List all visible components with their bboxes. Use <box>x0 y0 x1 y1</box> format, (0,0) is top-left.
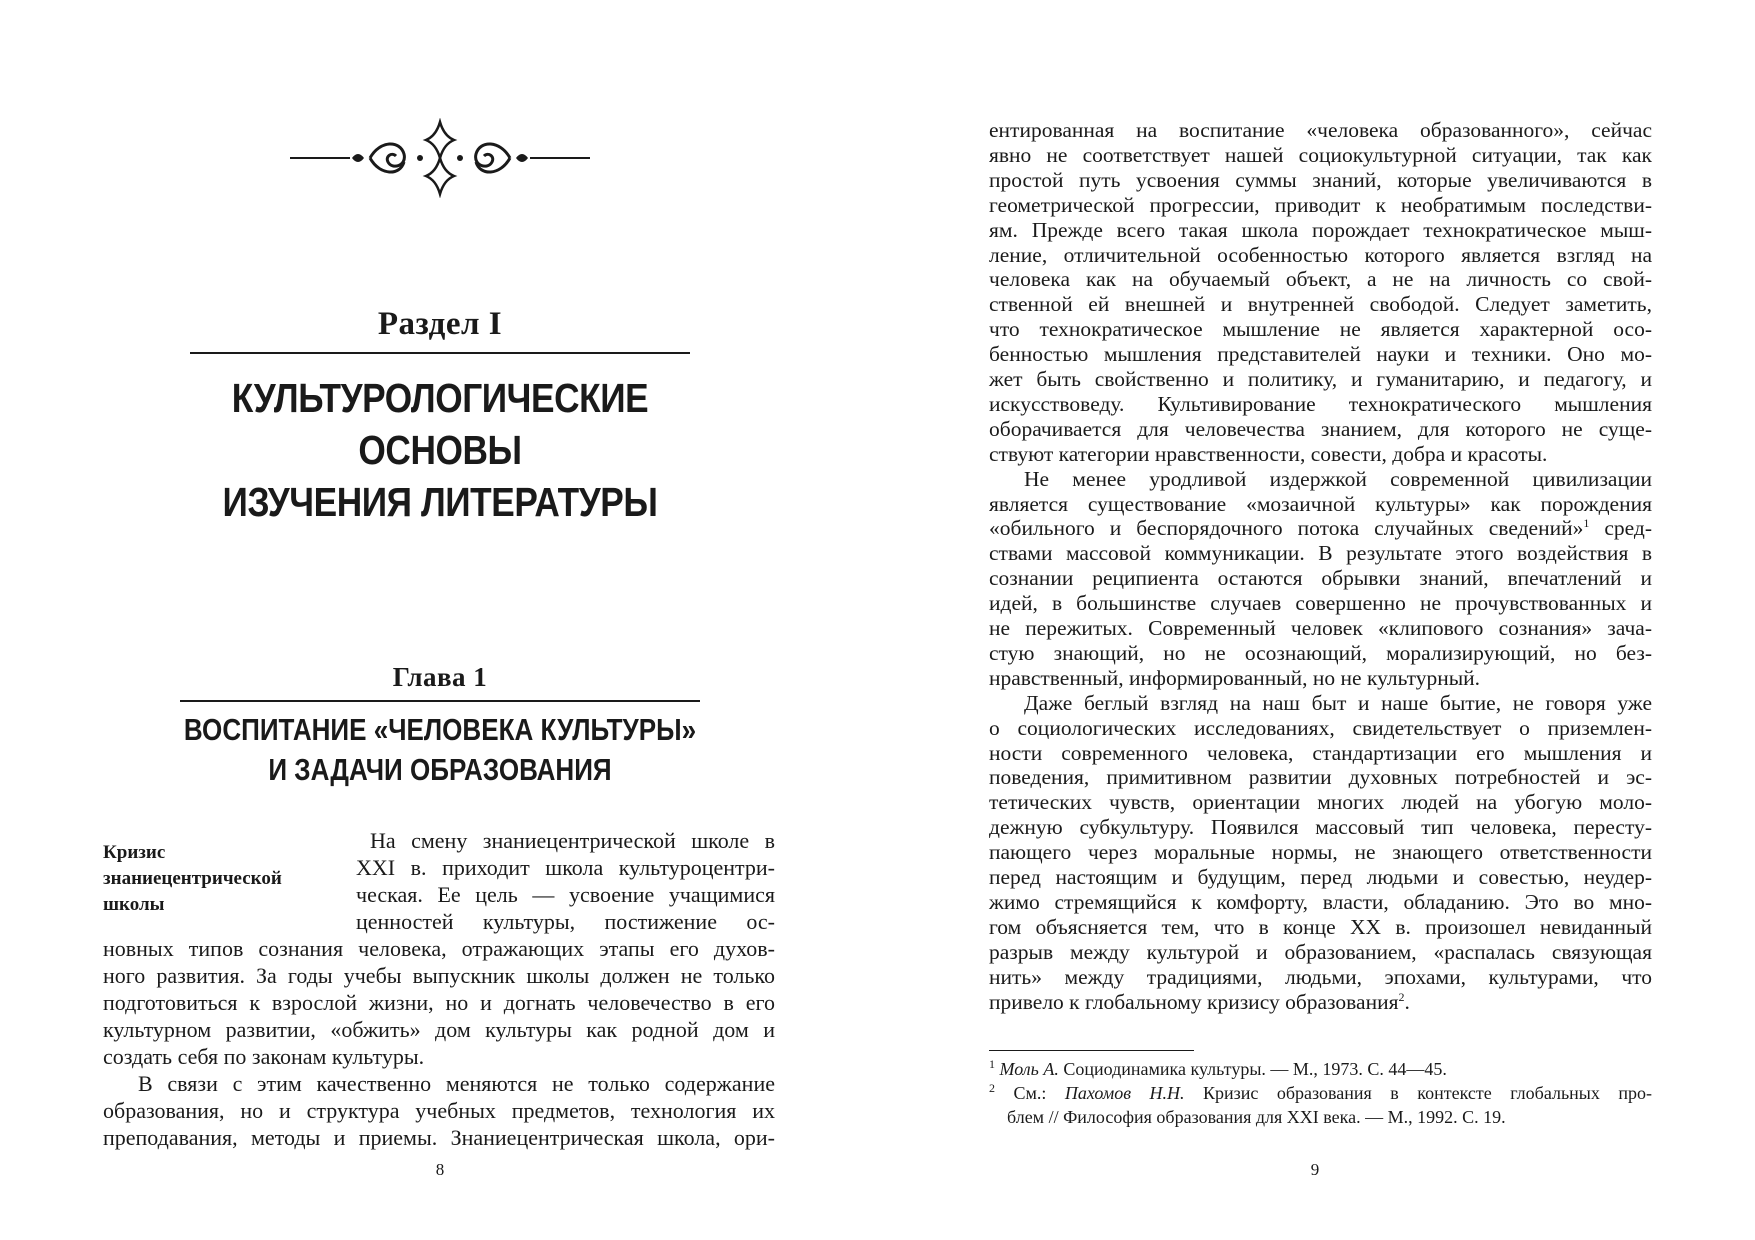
body-line: поведения, примитивном развитии духовных потребностей и эс- <box>989 765 1652 790</box>
margin-note-line: Кризис <box>103 842 166 863</box>
body-line: не пережитых. Современный человек «клипового сознания» зача- <box>989 616 1652 640</box>
body-line: оборачивается для человечества знанием, для которого не суще- <box>989 416 1652 441</box>
body-line: ствами массовой коммуникации. В результате этого воздействия в <box>989 541 1652 566</box>
body-line: простой путь усвоения суммы знаний, которые увеличиваются в <box>989 167 1652 192</box>
footnote-line: $^1$ Моль А. Социодинамика культуры. — М., 1973. С. 44—45. <box>989 1057 1447 1079</box>
body-line: ного развития. За годы учебы выпускник школы должен не только <box>103 963 775 988</box>
body-line: стую знающий, но не осознающий, морализирующий, но без- <box>989 640 1652 665</box>
body-line: XXI в. приходит школа культуроцентри- <box>356 855 775 880</box>
body-line: о социологических исследованиях, свидетельствует о приземлен- <box>989 715 1652 740</box>
body-line: явно не соответствует нашей социокультурной ситуации, так как <box>989 142 1652 167</box>
body-line: преподавания, методы и приемы. Знаниецентрическая школа, ори- <box>103 1125 775 1150</box>
left-page <box>0 0 877 1240</box>
chapter-title <box>154 710 725 790</box>
body-line: В связи с этим качественно меняются не только содержание <box>138 1071 775 1096</box>
footnote-line: $^2$ См.: Пахомов Н.Н. Кризис образования в контексте глобальных про- <box>989 1081 1652 1103</box>
body-line: дежную субкультуру. Появился массовый тип человека, пересту- <box>989 815 1652 840</box>
body-line: ценностей культуры, постижение ос- <box>356 909 775 934</box>
body-line: образования, но и структура учебных предметов, технология их <box>103 1098 775 1123</box>
section-label: Раздел I <box>377 306 503 342</box>
body-line: является существование «мозаичной культуры» как порождения <box>989 491 1652 516</box>
body-line: перед настоящим и будущим, перед людьми и совестью, неудер- <box>989 865 1652 889</box>
body-line: ям. Прежде всего такая школа порождает технократическое мыш- <box>989 217 1652 242</box>
margin-note-line: знаниецентрической <box>103 868 282 889</box>
body-line: искусствоведу. Культивирование технократического мышления <box>989 391 1652 416</box>
body-line: нравственный, информированный, но не культурный. <box>989 665 1481 690</box>
chapter-label: Глава 1 <box>392 662 488 692</box>
body-line: гом объясняется тем, что в конце XX в. произошел невиданный <box>989 914 1652 939</box>
footnote-ref: 2 <box>1398 989 1405 1004</box>
body-line: нить» между традициями, людьми, эпохами, культурами, что <box>989 964 1652 989</box>
body-line: создать себя по законам культуры. <box>103 1044 425 1069</box>
section-rule <box>190 352 690 354</box>
body-line: привело к глобальному кризису образования$^2$. <box>989 989 1410 1014</box>
right-page <box>877 0 1755 1240</box>
body-line: человека как на обучаемый объект, а не на личность со свой- <box>989 267 1652 292</box>
body-line: ческая. Ее цель — усвоение учащимися <box>356 882 775 907</box>
page-number: 8 <box>435 1160 445 1179</box>
body-line: геометрической прогрессии, приводит к необратимым последстви- <box>989 192 1652 217</box>
body-line: культурном развитии, «обжить» дом культуры как родной дом и <box>103 1017 775 1042</box>
body-line: что технократическое мышление не является характерной осо- <box>989 317 1652 342</box>
body-line: «обильного и беспорядочного потока случайных сведений»$^1$ сред- <box>989 516 1652 541</box>
chapter-title-line: ВОСПИТАНИЕ «ЧЕЛОВЕКА КУЛЬТУРЫ» <box>183 712 697 747</box>
body-line: жимо стремящийся к комфорту, власти, обладанию. Это во мно- <box>989 889 1652 914</box>
footnote-rule <box>989 1050 1194 1051</box>
section-title-line: ОСНОВЫ <box>358 427 522 473</box>
body-line: ствуют категории нравственности, совести, добра и красоты. <box>989 441 1548 466</box>
ornament-icon <box>290 118 590 198</box>
section-title-line: КУЛЬТУРОЛОГИЧЕСКИЕ <box>231 375 649 421</box>
section-title <box>148 372 733 528</box>
section-title-line: ИЗУЧЕНИЯ ЛИТЕРАТУРЫ <box>222 479 658 525</box>
footnote-line: блем // Философия образования для XXI века. — М., 1992. С. 19. <box>1007 1107 1506 1127</box>
page-number: 9 <box>1310 1160 1320 1179</box>
body-line: На смену знаниецентрической школе в <box>370 828 775 853</box>
body-line: ственной ей внешней и внутренней свободой. Следует заметить, <box>989 292 1652 317</box>
body-line: ности современного человека, стандартизации его мышления и <box>989 740 1652 765</box>
body-line: тетических чувств, ориентации многих людей на убогую моло- <box>989 790 1652 815</box>
margin-note <box>103 840 323 918</box>
body-line: идей, в большинстве случаев совершенно не прочувствованных и <box>989 591 1652 616</box>
body-line: ентированная на воспитание «человека образованного», сейчас <box>989 118 1652 142</box>
body-line: разрыв между культурой и образованием, «распалась связующая <box>989 939 1652 964</box>
body-line: ление, отличительной особенностью которого является взгляд на <box>989 242 1652 267</box>
body-line: Даже беглый взгляд на наш быт и наше бытие, не говоря уже <box>1024 690 1652 715</box>
body-line: бенностью мышления представителей науки и техники. Оно мо- <box>989 342 1652 367</box>
body-line: пающего через моральные нормы, не знающего ответственности <box>989 840 1652 865</box>
body-line: жет быть свойственно и политику, и гуманитарию, и педагогу, и <box>989 367 1652 391</box>
body-line: Не менее уродливой издержкой современной цивилизации <box>1024 466 1652 491</box>
body-line: новных типов сознания человека, отражающих этапы его духов- <box>103 936 775 961</box>
chapter-rule <box>180 700 700 702</box>
body-line: подготовиться к взрослой жизни, но и догнать человечество в его <box>103 990 775 1015</box>
margin-note-line: школы <box>103 894 165 915</box>
chapter-title-line: И ЗАДАЧИ ОБРАЗОВАНИЯ <box>268 752 612 787</box>
body-line: сознании реципиента остаются обрывки знаний, впечатлений и <box>989 566 1652 591</box>
footnote-ref: 1 <box>1583 516 1590 531</box>
